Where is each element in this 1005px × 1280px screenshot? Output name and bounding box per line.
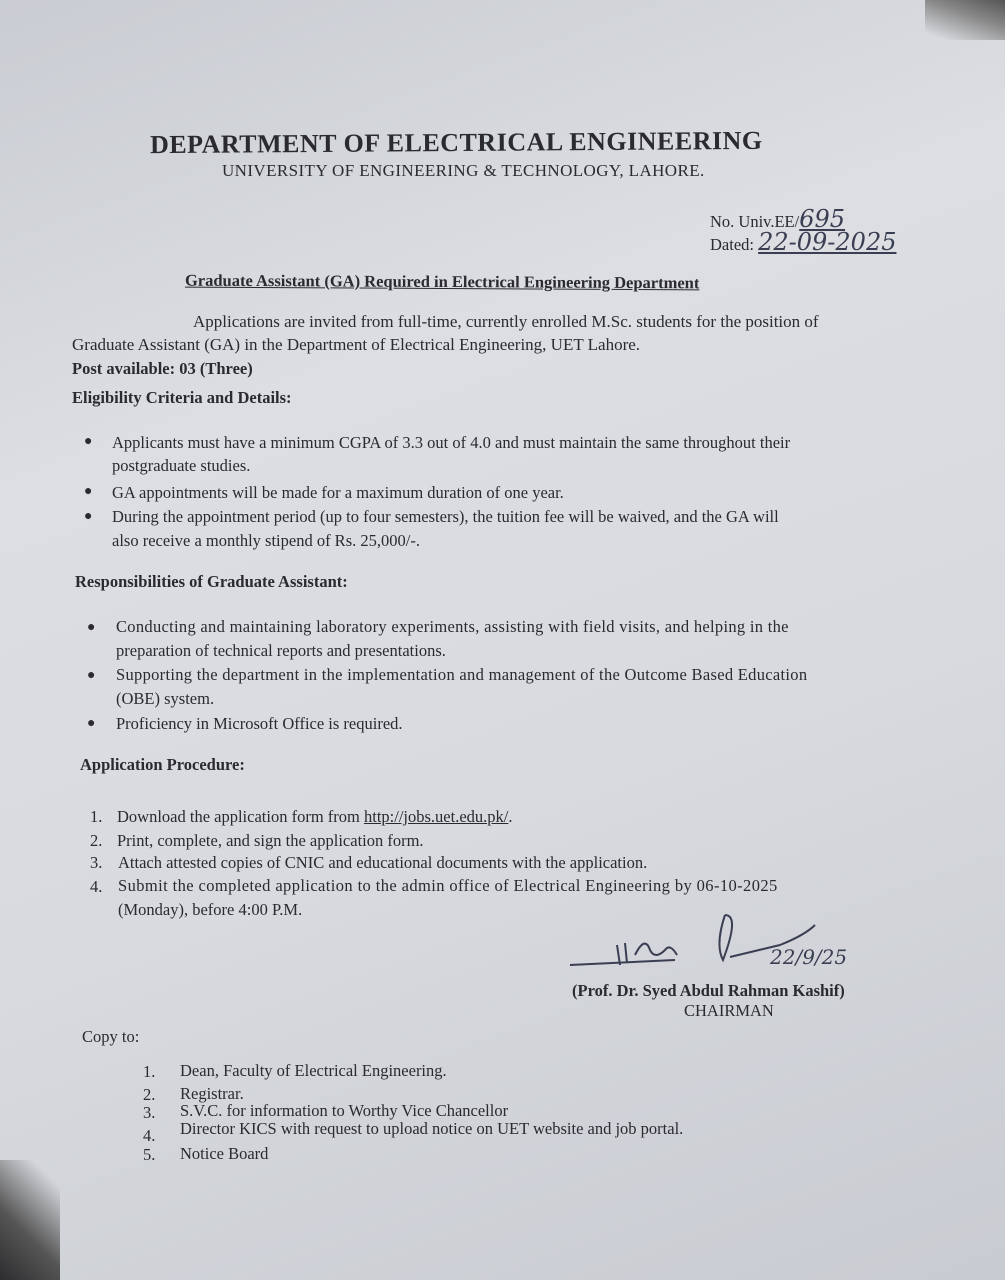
signatory-title: CHAIRMAN bbox=[684, 1001, 774, 1020]
notice-title: Graduate Assistant (GA) Required in Electrical Engineering Department bbox=[184, 270, 700, 293]
responsibility-item: (OBE) system. bbox=[116, 689, 215, 708]
responsibility-item: Proficiency in Microsoft Office is required. bbox=[116, 714, 403, 733]
photo-edge-shadow bbox=[0, 1160, 60, 1280]
eligibility-item: postgraduate studies. bbox=[112, 456, 251, 475]
responsibility-item: Conducting and maintaining laboratory experiments, assisting with field visits, and helping in the bbox=[116, 617, 789, 636]
post-available: Post available: 03 (Three) bbox=[72, 359, 253, 378]
procedure-number: 4. bbox=[90, 877, 103, 896]
copy-number: 5. bbox=[143, 1145, 156, 1164]
signature-icon bbox=[565, 905, 905, 980]
photo-edge-shadow bbox=[925, 0, 1005, 40]
eligibility-heading: Eligibility Criteria and Details: bbox=[72, 388, 292, 407]
procedure-text: Download the application form from bbox=[117, 807, 364, 826]
intro-line: Graduate Assistant (GA) in the Department of Electrical Engineering, UET Lahore. bbox=[72, 335, 641, 354]
copy-number: 3. bbox=[143, 1103, 156, 1122]
eligibility-item: GA appointments will be made for a maximum duration of one year. bbox=[112, 483, 564, 502]
intro-line: Applications are invited from full-time, currently enrolled M.Sc. students for the position of bbox=[193, 312, 819, 331]
bullet-icon: ● bbox=[87, 668, 96, 683]
procedure-item: Print, complete, and sign the application form. bbox=[117, 831, 424, 850]
copy-number: 1. bbox=[143, 1062, 156, 1081]
procedure-item: Attach attested copies of CNIC and educational documents with the application. bbox=[118, 853, 648, 872]
department-heading: DEPARTMENT OF ELECTRICAL ENGINEERING bbox=[149, 125, 763, 160]
responsibilities-heading: Responsibilities of Graduate Assistant: bbox=[75, 572, 348, 591]
procedure-item: Submit the completed application to the admin office of Electrical Engineering by 06-10-2025 bbox=[118, 876, 778, 895]
copy-item: Director KICS with request to upload notice on UET website and job portal. bbox=[180, 1119, 684, 1138]
bullet-icon: ● bbox=[84, 509, 93, 524]
bullet-icon: ● bbox=[87, 716, 96, 731]
signatory-name: (Prof. Dr. Syed Abdul Rahman Kashif) bbox=[572, 981, 845, 1000]
responsibility-item: Supporting the department in the implementation and management of the Outcome Based Education bbox=[116, 665, 808, 684]
copy-item: Notice Board bbox=[180, 1144, 269, 1163]
procedure-heading: Application Procedure: bbox=[80, 755, 245, 774]
eligibility-item: During the appointment period (up to four semesters), the tuition fee will be waived, and the GA will bbox=[112, 507, 779, 526]
eligibility-item: Applicants must have a minimum CGPA of 3.3 out of 4.0 and must maintain the same throughout their bbox=[112, 433, 791, 452]
procedure-text: . bbox=[508, 807, 513, 826]
copy-to-heading: Copy to: bbox=[82, 1027, 140, 1046]
signature-date: 22/9/25 bbox=[770, 945, 848, 969]
jobs-portal-link[interactable]: http://jobs.uet.edu.pk/ bbox=[363, 807, 509, 826]
bullet-icon: ● bbox=[87, 620, 96, 635]
procedure-number: 2. bbox=[90, 831, 103, 850]
copy-item: Registrar. bbox=[180, 1084, 244, 1103]
date-line bbox=[710, 228, 896, 256]
procedure-item bbox=[117, 807, 512, 827]
date-label: Dated: bbox=[710, 235, 754, 254]
reference-value: 695 bbox=[799, 205, 846, 233]
bullet-icon: ● bbox=[84, 434, 93, 449]
copy-number: 4. bbox=[143, 1126, 156, 1145]
copy-item: S.V.C. for information to Worthy Vice Chancellor bbox=[180, 1101, 509, 1120]
university-name: UNIVERSITY OF ENGINEERING & TECHNOLOGY, LAHORE. bbox=[222, 161, 705, 180]
copy-number: 2. bbox=[143, 1085, 156, 1104]
procedure-number: 1. bbox=[90, 807, 103, 826]
eligibility-item: also receive a monthly stipend of Rs. 25,000/-. bbox=[112, 531, 420, 550]
bullet-icon: ● bbox=[84, 484, 93, 499]
procedure-item: (Monday), before 4:00 P.M. bbox=[118, 900, 303, 919]
responsibility-item: preparation of technical reports and presentations. bbox=[116, 641, 446, 660]
copy-item: Dean, Faculty of Electrical Engineering. bbox=[180, 1061, 447, 1080]
date-value: 22-09-2025 bbox=[758, 228, 897, 256]
reference-label: No. Univ.EE/ bbox=[710, 212, 800, 231]
procedure-number: 3. bbox=[90, 853, 103, 872]
